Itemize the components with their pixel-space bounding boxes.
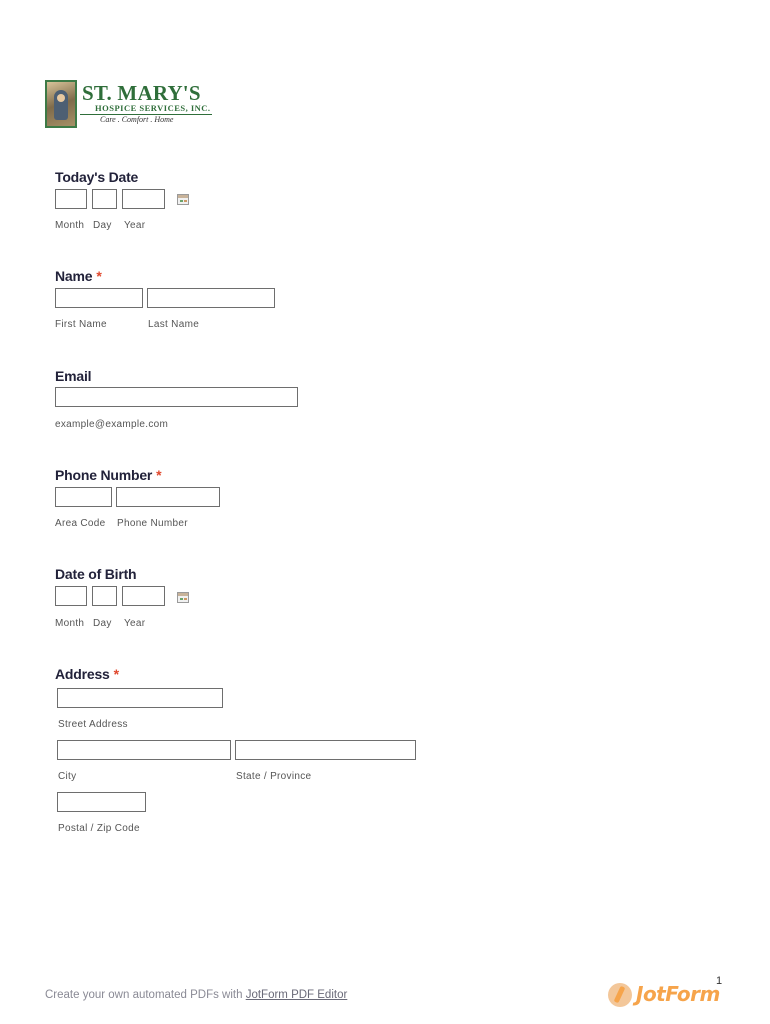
first-name-sublabel: First Name — [55, 319, 107, 330]
dob-day-input[interactable] — [92, 586, 117, 606]
state-input[interactable] — [235, 740, 416, 760]
email-label: Email — [55, 368, 92, 384]
area-code-input[interactable] — [55, 487, 112, 507]
todays-date-day-input[interactable] — [92, 189, 117, 209]
jotform-logo — [608, 981, 728, 1009]
phone-number-sublabel: Phone Number — [117, 518, 188, 529]
phone-label: Phone Number * — [55, 467, 162, 483]
postal-code-input[interactable] — [57, 792, 146, 812]
dob-month-sublabel: Month — [55, 618, 85, 629]
dob-day-sublabel: Day — [93, 618, 112, 629]
footer-text: Create your own automated PDFs with JotForm PDF Editor — [45, 989, 348, 1001]
last-name-sublabel: Last Name — [148, 319, 200, 330]
logo-tagline: Care . Comfort . Home — [100, 115, 174, 124]
logo-subtitle: HOSPICE SERVICES, INC. — [95, 103, 211, 113]
dob-label: Date of Birth — [55, 566, 137, 582]
area-code-sublabel: Area Code — [55, 518, 106, 529]
required-mark: * — [113, 666, 119, 682]
phone-number-input[interactable] — [116, 487, 220, 507]
city-sublabel: City — [58, 771, 77, 782]
page-number: 1 — [716, 975, 723, 987]
required-mark: * — [156, 467, 162, 483]
postal-code-sublabel: Postal / Zip Code — [58, 823, 140, 834]
logo-title: ST. MARY'S — [82, 81, 201, 105]
first-name-input[interactable] — [55, 288, 143, 308]
dob-month-input[interactable] — [55, 586, 87, 606]
email-sublabel: example@example.com — [55, 419, 169, 430]
dob-year-sublabel: Year — [124, 618, 146, 629]
required-mark: * — [96, 268, 102, 284]
jotform-brand: JotForm — [636, 982, 720, 1006]
name-label: Name * — [55, 268, 102, 284]
dob-year-input[interactable] — [122, 586, 165, 606]
calendar-icon[interactable] — [177, 592, 189, 603]
jotform-pencil-icon — [608, 983, 632, 1007]
todays-date-month-input[interactable] — [55, 189, 87, 209]
state-sublabel: State / Province — [236, 771, 312, 782]
address-label: Address * — [55, 666, 119, 682]
street-address-input[interactable] — [57, 688, 223, 708]
city-input[interactable] — [57, 740, 231, 760]
todays-date-month-sublabel: Month — [55, 220, 85, 231]
todays-date-label: Today's Date — [55, 169, 139, 185]
todays-date-year-input[interactable] — [122, 189, 165, 209]
email-input[interactable] — [55, 387, 298, 407]
last-name-input[interactable] — [147, 288, 275, 308]
todays-date-day-sublabel: Day — [93, 220, 112, 231]
todays-date-year-sublabel: Year — [124, 220, 146, 231]
logo-image — [45, 80, 77, 128]
jotform-pdf-editor-link[interactable]: JotForm PDF Editor — [245, 989, 348, 1001]
street-address-sublabel: Street Address — [58, 719, 128, 730]
calendar-icon[interactable] — [177, 194, 189, 205]
